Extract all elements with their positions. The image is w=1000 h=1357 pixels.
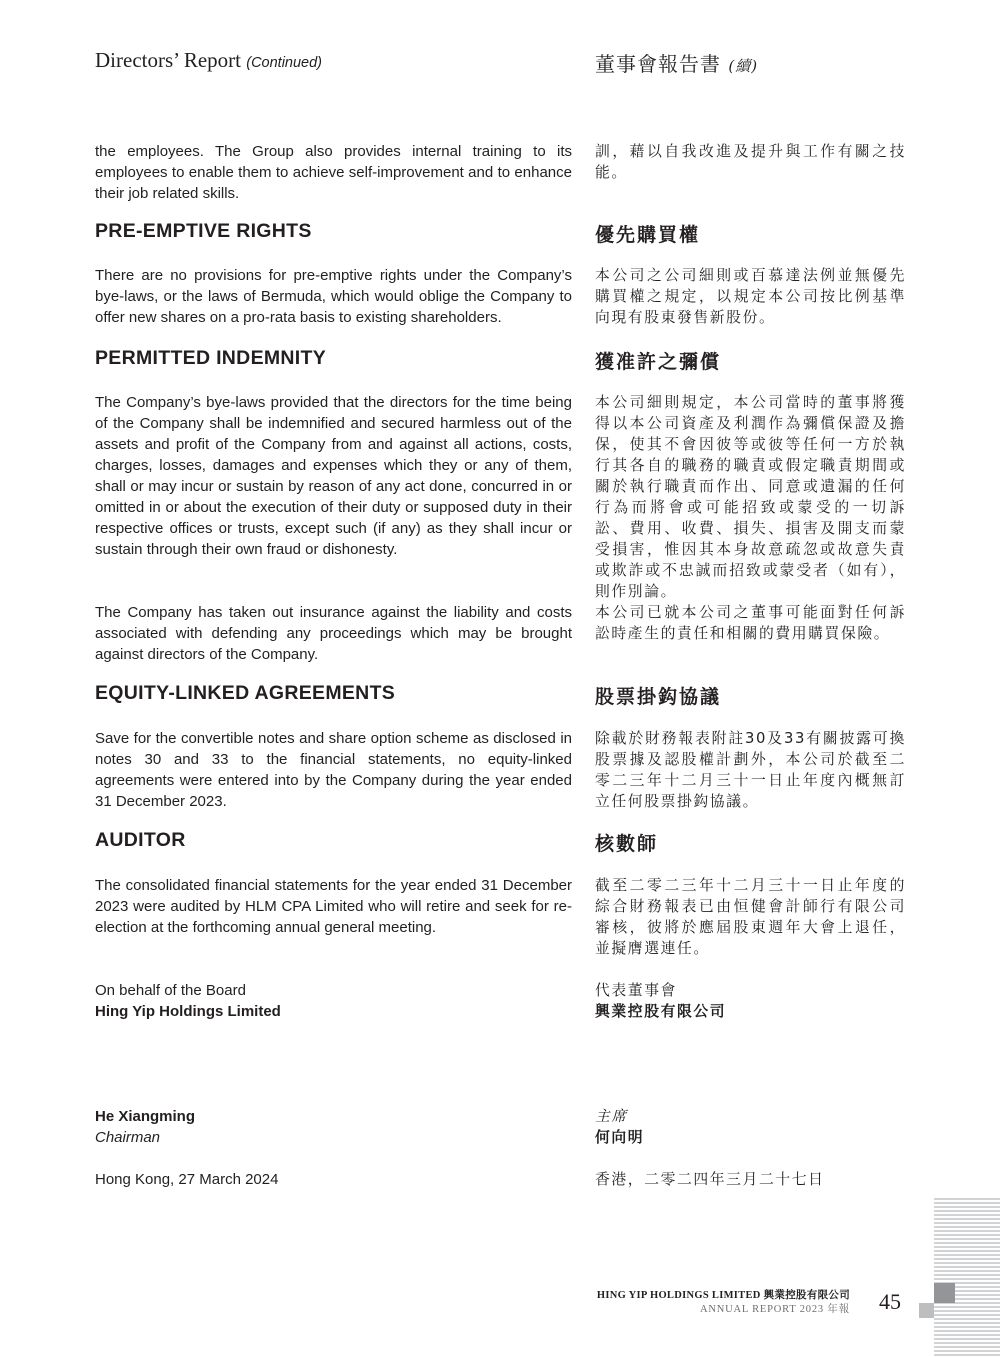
section-heading-indemnity-en: PERMITTED INDEMNITY [95, 347, 327, 369]
header-continued-en: (Continued) [246, 55, 322, 71]
intro-paragraph-zh: 訓，藉以自我改進及提升與工作有關之技能。 [595, 143, 906, 181]
signoff-block-zh [595, 980, 906, 1022]
place-date-en: Hong Kong, 27 March 2024 [95, 1171, 279, 1188]
preemptive-paragraph-en: There are no provisions for pre-emptive rights under the Company’s bye-laws, or the laws of Bermuda, which would oblige the Company to offer new shares on a pro-rata basis to existing shareholders. [95, 267, 572, 326]
footer-report-title: ANNUAL REPORT 2023 年報 [699, 1304, 850, 1315]
section-heading-preemptive-zh: 優先購買權 [595, 224, 701, 246]
auditor-paragraph-zh: 截至二零二三年十二月三十一日止年度的綜合財務報表已由恒健會計師行有限公司審核，彼將於應屆股東週年大會上退任，並擬膺選連任。 [595, 877, 906, 957]
section-heading-preemptive-en: PRE-EMPTIVE RIGHTS [95, 220, 312, 242]
company-name-en: Hing Yip Holdings Limited [95, 1003, 281, 1020]
on-behalf-text-zh: 代表董事會 [595, 982, 677, 999]
intro-paragraph-en: the employees. The Group also provides internal training to its employees to enable them to achieve self-improvement and to enhance their job related skills. [95, 143, 572, 202]
indemnity-paragraph-2-en: The Company has taken out insurance against the liability and costs associated with defending any proceedings which may be brought against directors of the Company. [95, 604, 572, 663]
page-number: 45 [879, 1289, 901, 1314]
footer-company-name: HING YIP HOLDINGS LIMITED 興業控股有限公司 [596, 1290, 850, 1301]
equity-paragraph-zh: 除載於財務報表附註30及33有關披露可換股票據及認股權計劃外，本公司於截至二零二三年十二月三十一日止年度內概無訂立任何股票掛鈎協議。 [595, 730, 906, 810]
indemnity-paragraph-2-zh: 本公司已就本公司之董事可能面對任何訴訟時產生的責任和相關的費用購買保險。 [595, 604, 906, 642]
signatory-title-zh: 主席 [595, 1108, 628, 1125]
section-heading-auditor-zh: 核數師 [595, 833, 659, 855]
on-behalf-text-en: On behalf of the Board [95, 982, 246, 999]
decorative-square-dark [934, 1283, 955, 1303]
section-heading-equity-zh: 股票掛鈎協議 [595, 686, 722, 708]
signoff-block-en [95, 980, 572, 1022]
equity-paragraph-en: Save for the convertible notes and share option scheme as disclosed in notes 30 and 33 to the financial statements, no equity-linked agreements were entered into by the Company during the year ended 31 December 2023. [95, 730, 572, 810]
header-continued-zh: (續) [728, 57, 759, 75]
signatory-name-en: He Xiangming [95, 1108, 196, 1125]
auditor-paragraph-en: The consolidated financial statements for the year ended 31 December 2023 were audited by HLM CPA Limited who will retire and seek for re-election at the forthcoming annual general meeting. [95, 877, 572, 936]
indemnity-paragraph-1-en: The Company’s bye-laws provided that the directors for the time being of the Company shall be indemnified and secured harmless out of the assets and profit of the Company from and against all actions, costs, charges, losses, damages and expenses which they or any of them, shall or may incur or sustain by reason of any act done, concurred in or omitted in or about the execution of their duty or supposed duty in their respective offices or trusts, except such (if any) as they shall incur or sustain through their own fraud or dishonesty. [95, 394, 572, 558]
section-heading-equity-en: EQUITY-LINKED AGREEMENTS [95, 682, 396, 704]
place-date-zh: 香港，二零二四年三月二十七日 [595, 1171, 825, 1188]
running-header-en [95, 48, 322, 73]
signatory-title-en: Chairman [95, 1129, 161, 1146]
section-heading-indemnity-zh: 獲准許之彌償 [595, 351, 722, 373]
section-heading-auditor-en: AUDITOR [95, 829, 186, 851]
signatory-name-zh: 何向明 [595, 1129, 645, 1146]
indemnity-paragraph-1-zh: 本公司細則規定，本公司當時的董事將獲得以本公司資產及利潤作為彌償保證及擔保，使其不會因彼等或彼等任何一方於執行其各自的職務的職責或假定職責期間或關於執行職責而作出、同意或遺漏的任何行為而將會或可能招致或蒙受的一切訴訟、費用、收費、損失、損害及開支而蒙受損害，惟因其本身故意疏忽或故意失責或欺詐或不忠誠而招致或蒙受者（如有），則作別論。 [595, 394, 906, 600]
header-title-en: Directors’ Report [95, 48, 241, 72]
signatory-block-en [95, 1106, 572, 1148]
company-name-zh: 興業控股有限公司 [595, 1003, 727, 1020]
running-header-zh [595, 48, 758, 77]
decorative-stripes [934, 1198, 1000, 1357]
header-title-zh: 董事會報告書 [595, 52, 721, 76]
preemptive-paragraph-zh: 本公司之公司細則或百慕達法例並無優先購買權之規定，以規定本公司按比例基準向現有股東發售新股份。 [595, 267, 906, 326]
decorative-square-light [919, 1303, 934, 1318]
signatory-block-zh [595, 1106, 906, 1148]
